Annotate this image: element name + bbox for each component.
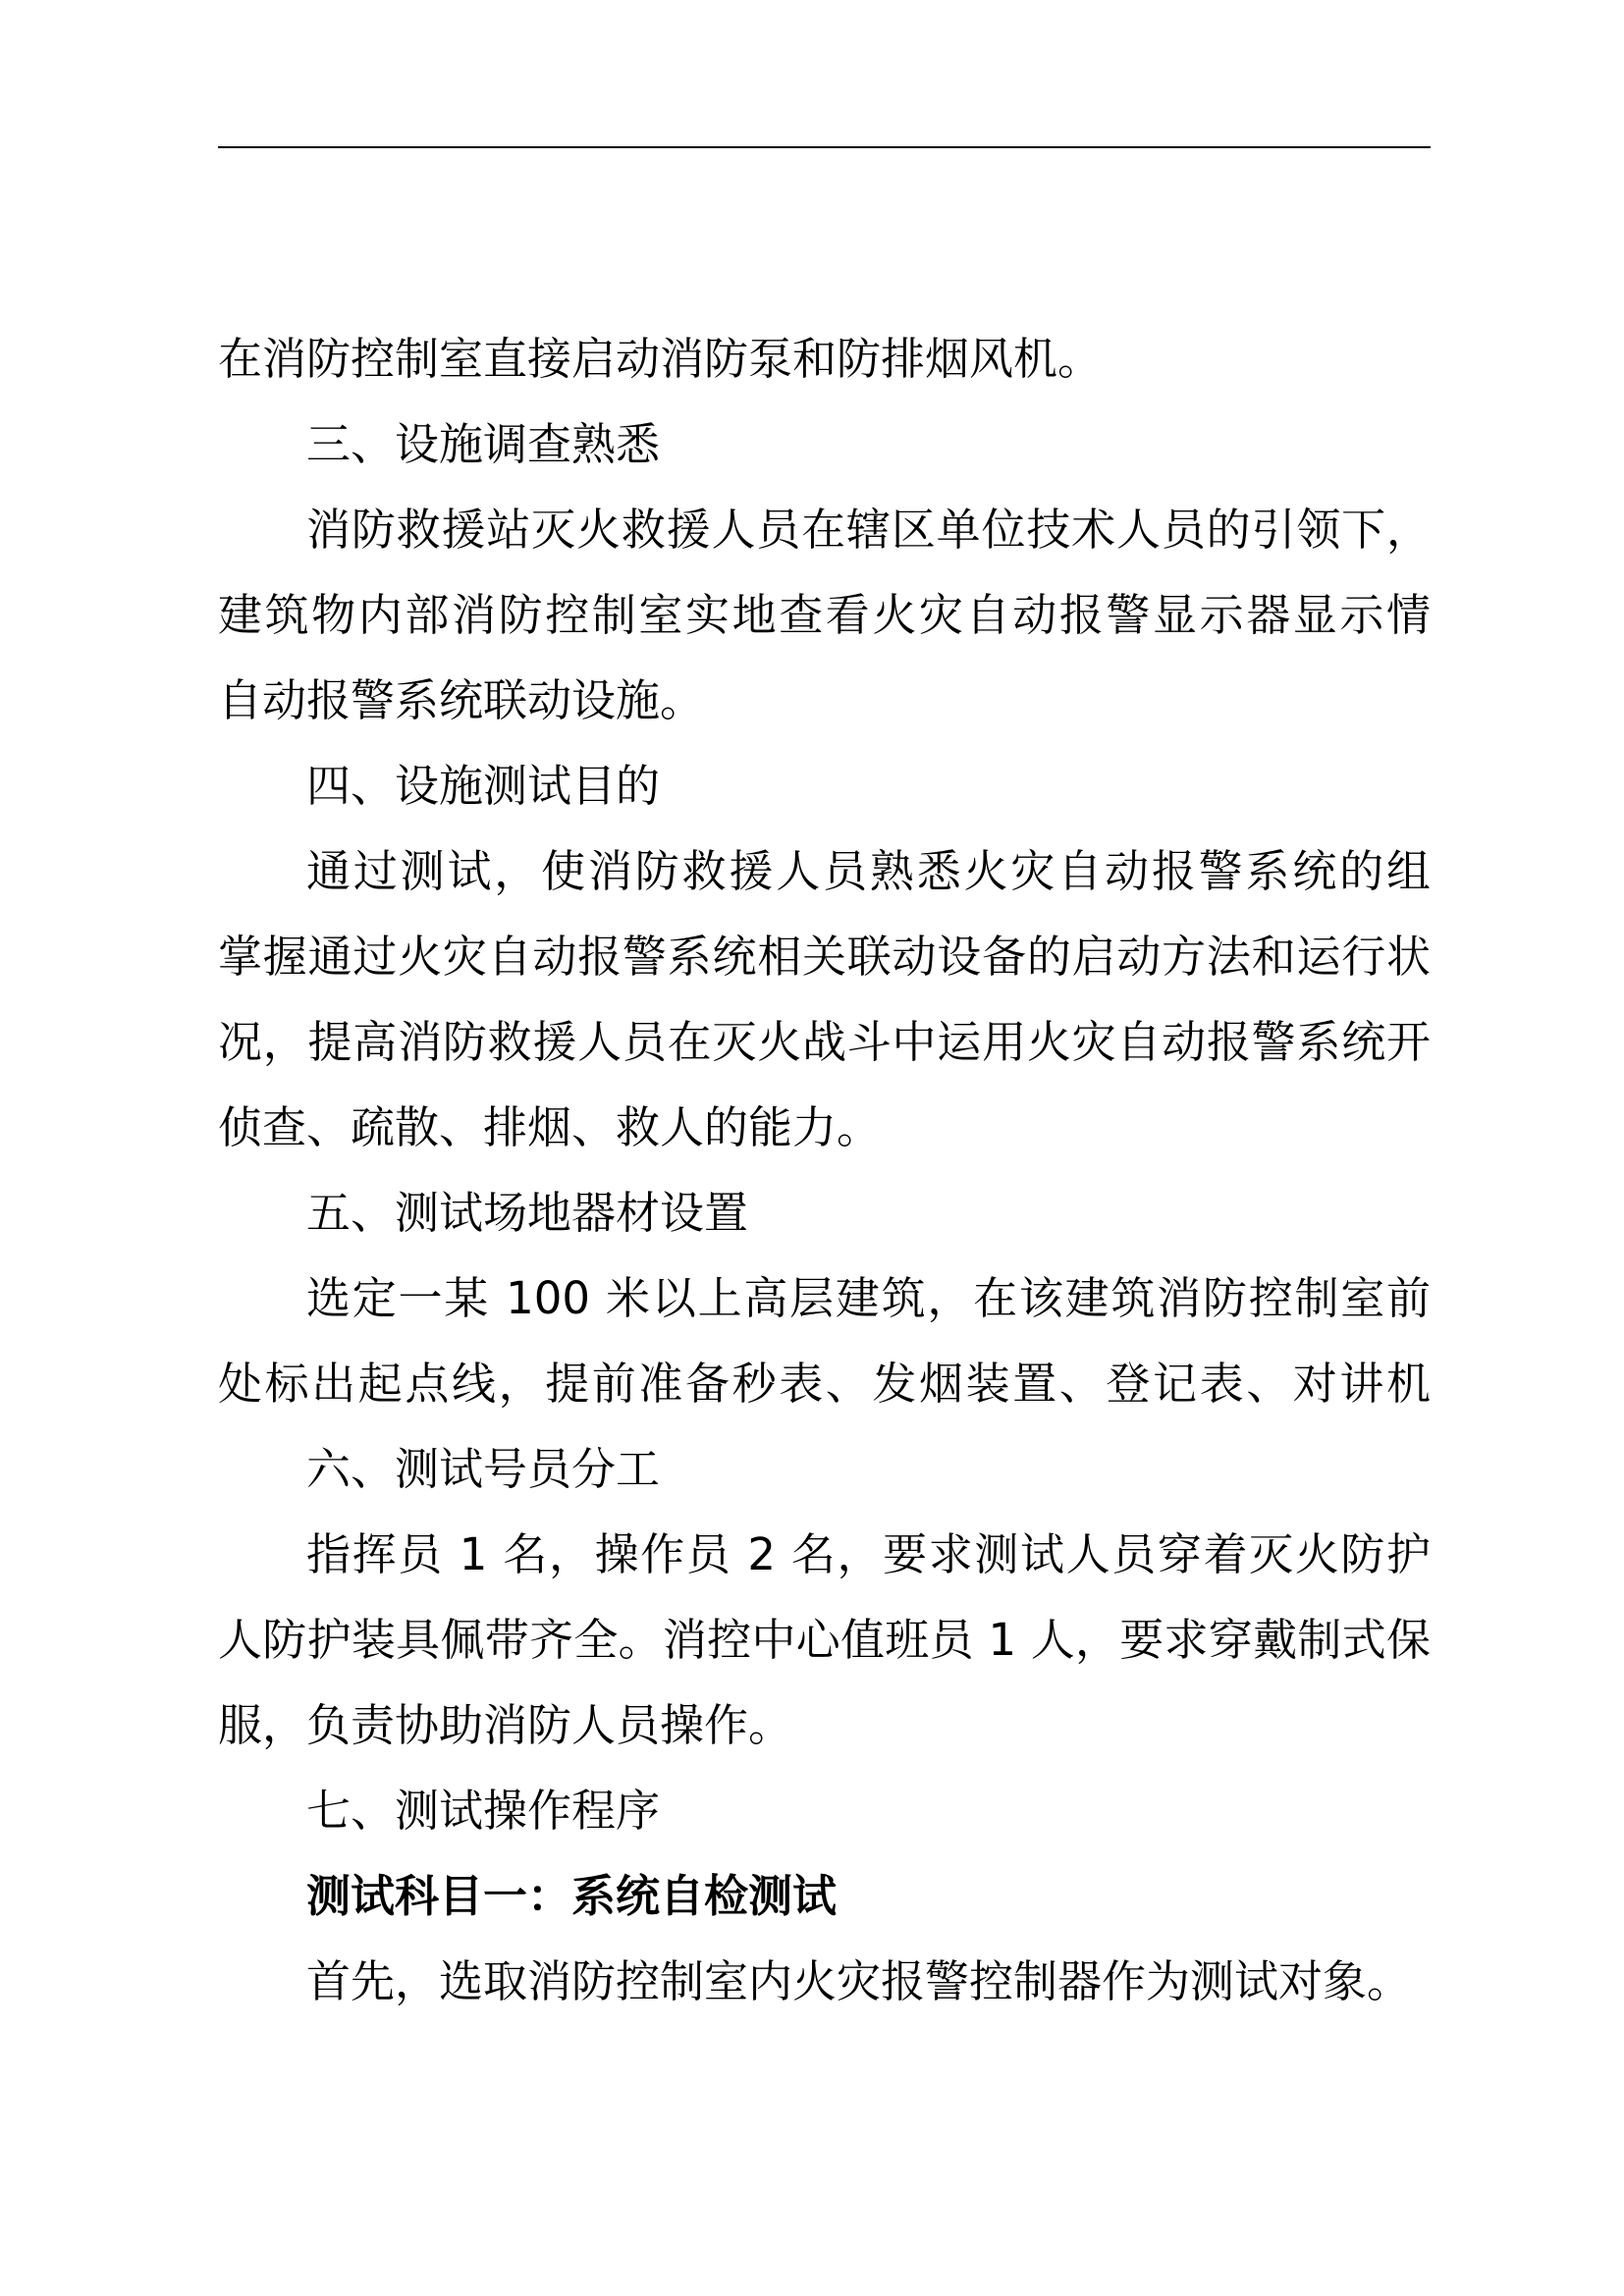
text-line: 自动报警系统联动设施。 xyxy=(218,674,705,726)
text-line: 指挥员 1 名，操作员 2 名，要求测试人员穿着灭火防护 xyxy=(306,1528,1431,1580)
text-line: 建筑物内部消防控制室实地查看火灾自动报警显示器显示情 xyxy=(218,589,1431,641)
text-line: 七、测试操作程序 xyxy=(306,1785,661,1837)
text-line: 处标出起点线，提前准备秒表、发烟装置、登记表、对讲机 xyxy=(218,1358,1431,1410)
text-line: 首先，选取消防控制室内火灾报警控制器作为测试对象。 xyxy=(306,1955,1412,2007)
text-line: 人防护装具佩带齐全。消控中心值班员 1 人，要求穿戴制式保 xyxy=(218,1614,1431,1666)
document-body xyxy=(218,316,1431,2024)
header-rule xyxy=(218,146,1431,148)
text-line: 三、设施调查熟悉 xyxy=(306,418,661,470)
text-line: 六、测试号员分工 xyxy=(306,1443,661,1495)
text-line: 掌握通过火灾自动报警系统相关联动设备的启动方法和运行状 xyxy=(218,931,1431,983)
text-line: 侦查、疏散、排烟、救人的能力。 xyxy=(218,1101,882,1153)
text-line: 况，提高消防救援人员在灭火战斗中运用火灾自动报警系统开 xyxy=(218,1016,1431,1068)
section-subheading-line: 测试科目一：系统自检测试 xyxy=(306,1870,838,1922)
text-line: 消防救援站灭火救援人员在辖区单位技术人员的引领下， xyxy=(306,504,1431,556)
text-line: 服，负责协助消防人员操作。 xyxy=(218,1699,793,1751)
text-line: 通过测试，使消防救援人员熟悉火灾自动报警系统的组 xyxy=(306,845,1431,897)
text-line: 在消防控制室直接启动消防泵和防排烟风机。 xyxy=(218,333,1103,385)
text-line: 五、测试场地器材设置 xyxy=(306,1187,749,1239)
text-line: 选定一某 100 米以上高层建筑，在该建筑消防控制室前 xyxy=(306,1272,1431,1324)
text-line: 四、设施测试目的 xyxy=(306,760,661,812)
